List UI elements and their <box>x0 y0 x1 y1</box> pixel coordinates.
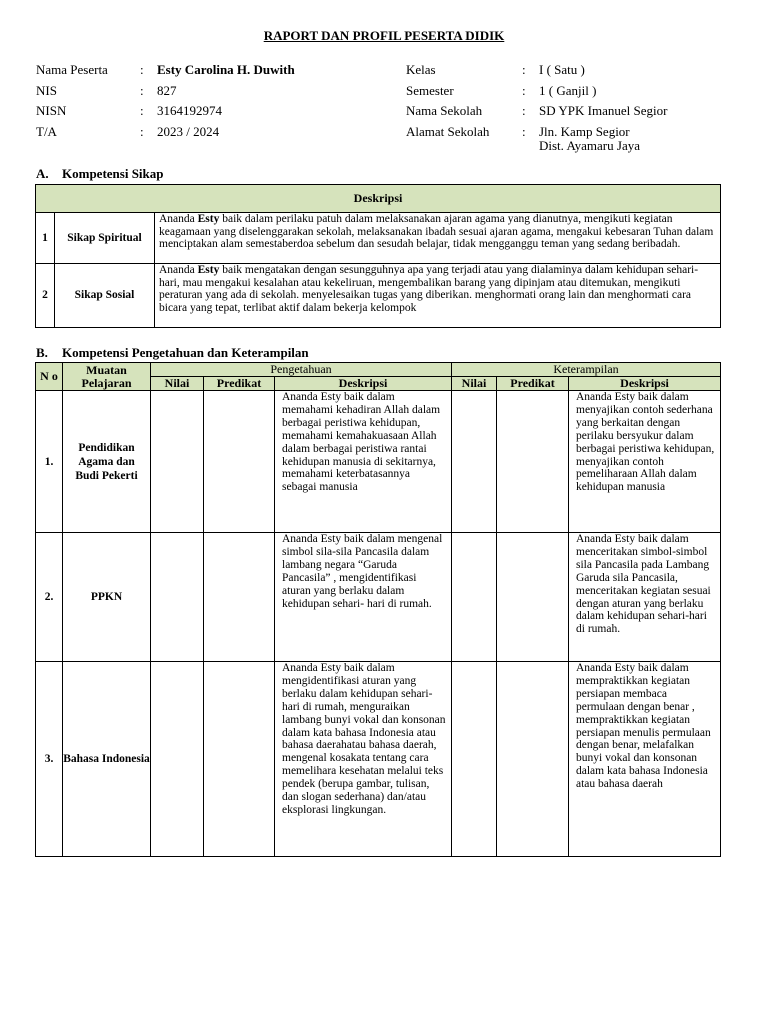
section-title-text: Kompetensi Pengetahuan dan Keterampilan <box>62 345 309 360</box>
header-predikat: Predikat <box>497 377 569 391</box>
k-predikat <box>497 533 569 662</box>
p-description: Ananda Esty baik dalam mengenal simbol sila-sila Pancasila dalam lambang negara “Garuda Pancasila” , mengidentifikasi aturan yang berlaku dalam kehidupan sehari- hari di rumah. <box>275 533 452 662</box>
subject-name: Bahasa Indonesia <box>63 662 151 857</box>
info-colon: : <box>522 103 526 118</box>
header-deskripsi: Deskripsi <box>569 377 721 391</box>
row-number: 3. <box>36 662 63 857</box>
info-colon: : <box>140 82 144 98</box>
p-predikat <box>204 662 275 857</box>
p-predikat <box>204 533 275 662</box>
sikap-name: Sikap Spiritual <box>55 213 155 264</box>
section-letter: A. <box>36 166 49 181</box>
k-description: Ananda Esty baik dalam menceritakan simbol-simbol sila Pancasila pada Lambang Garuda sila Pancasila, menceritakan kegiatan sesuai dengan aturan yang berlaku dalam kehidupan sehari-hari di rumah. <box>569 533 721 662</box>
p-predikat <box>204 391 275 533</box>
table-row <box>36 533 721 662</box>
k-nilai <box>452 662 497 857</box>
info-colon: : <box>522 62 526 77</box>
sikap-table <box>35 184 721 328</box>
info-row-semester <box>406 81 667 102</box>
info-value: Esty Carolina H. Duwith <box>157 62 295 77</box>
address-line-2: Dist. Ayamaru Jaya <box>539 137 640 153</box>
info-colon: : <box>140 103 144 118</box>
address-line-1: Jln. Kamp Segior <box>539 123 630 139</box>
info-value: 3164192974 <box>157 103 222 118</box>
info-row-kelas <box>406 60 667 81</box>
info-label: NISN <box>36 103 67 118</box>
p-nilai <box>151 391 204 533</box>
info-label: Alamat Sekolah <box>406 123 490 139</box>
info-value <box>539 122 640 153</box>
info-label: T/A <box>36 123 57 139</box>
info-value: 1 ( Ganjil ) <box>539 82 597 98</box>
info-value: 2023 / 2024 <box>157 123 220 139</box>
p-description: Ananda Esty baik dalam mengidentifikasi aturan yang berlaku dalam kehidupan sehari- hari di rumah, menguraikan lambang bunyi vokal dan konsonan dalam kata bahasa Indonesia atau bahasa daerahatau bahasa daerah, mengenal kosakata tentang cara memelihara kesehatan melalui teks pendek (berupa gambar, tulisan, dan slogan sederhana) dan/atau eksplorasi lingkungan. <box>275 662 452 857</box>
info-label: Nama Peserta <box>36 62 108 77</box>
section-letter: B. <box>36 345 48 360</box>
k-nilai <box>452 533 497 662</box>
sikap-name: Sikap Sosial <box>55 264 155 328</box>
info-colon: : <box>140 62 144 77</box>
header-keterampilan: Keterampilan <box>452 363 721 377</box>
header-row-1 <box>36 363 721 377</box>
info-row-sekolah <box>406 101 667 122</box>
subject-name: PPKN <box>63 533 151 662</box>
student-info-right <box>406 60 667 153</box>
pengetahuan-table <box>35 362 721 857</box>
sikap-description: Ananda Esty baik dalam perilaku patuh dalam melaksanakan ajaran agama yang dianutnya, mengikuti kegiatan keagamaan yang diselenggarakan sekolah, melaksanakan ibadah sesuai ajaran agama, mengakui kebesaran Tuhan dalam menciptakan alam semestaberdoa sebelum dan sesudah belajar, tidak mengganggu teman yang sedang beribadah. <box>155 213 721 264</box>
k-nilai <box>452 391 497 533</box>
header-nilai: Nilai <box>452 377 497 391</box>
k-description: Ananda Esty baik dalam mempraktikkan kegiatan persiapan membaca permulaan dengan benar , mempraktikkan kegiatan persiapan menulis permulaan dengan benar, melafalkan bunyi vokal dan konsonan dalam kata bahasa Indonesia atau bahasa daerah <box>569 662 721 857</box>
subject-name: Pendidikan Agama dan Budi Pekerti <box>63 391 151 533</box>
table-row <box>36 391 721 533</box>
section-title-text: Kompetensi Sikap <box>62 166 164 181</box>
sikap-header-row <box>36 185 721 213</box>
info-row-nisn <box>36 101 295 122</box>
table-row <box>36 213 721 264</box>
row-number: 1 <box>36 213 55 264</box>
header-deskripsi: Deskripsi <box>275 377 452 391</box>
info-colon: : <box>140 123 144 139</box>
info-row-nis <box>36 81 295 102</box>
info-row-ta <box>36 122 295 143</box>
info-value: 827 <box>157 82 177 98</box>
k-predikat <box>497 391 569 533</box>
page-title: RAPORT DAN PROFIL PESERTA DIDIK <box>263 28 505 43</box>
p-nilai <box>151 533 204 662</box>
k-description: Ananda Esty baik dalam menyajikan contoh sederhana yang berkaitan dengan perilaku bersyukur dalam berbagai peristiwa kehidupan, menyajikan contoh pemeliharaan Allah dalam kehidupan manusia <box>569 391 721 533</box>
row-number: 2. <box>36 533 63 662</box>
header-pengetahuan: Pengetahuan <box>151 363 452 377</box>
k-predikat <box>497 662 569 857</box>
sikap-header: Deskripsi <box>36 185 721 213</box>
info-label: Nama Sekolah <box>406 103 483 118</box>
info-value: I ( Satu ) <box>539 62 585 77</box>
table-row <box>36 264 721 328</box>
info-value: SD YPK Imanuel Segior <box>539 103 668 118</box>
student-info-left <box>36 60 295 142</box>
info-row-alamat <box>406 122 667 153</box>
section-a-title <box>36 166 164 182</box>
header-nilai: Nilai <box>151 377 204 391</box>
table-row <box>36 662 721 857</box>
info-row-nama <box>36 60 295 81</box>
p-description: Ananda Esty baik dalam memahami kehadiran Allah dalam berbagai peristiwa kehidupan, memahami kemahakuasaan Allah dalam berbagai peristiwa rantai kehidupan manusia di sekitarnya, memahami keterbatasannya sebagai manusia <box>275 391 452 533</box>
header-predikat: Predikat <box>204 377 275 391</box>
header-muatan: Muatan Pelajaran <box>63 363 151 391</box>
sikap-description: Ananda Esty baik mengatakan dengan sesungguhnya apa yang terjadi atau yang dialaminya dalam kehidupan sehari-hari, mau mengakui kesalahan atau kekeliruan, mengembalikan barang yang dipinjam atau ditemukan, mengikuti peraturan yang ada di sekolah. menyelesaikan tugas yang diberikan. menghormati orang lain dan menghormati cara bicara yang tepat, terlibat aktif dalam bekerja kelompok <box>155 264 721 328</box>
row-number: 1. <box>36 391 63 533</box>
header-no: N o <box>36 363 63 391</box>
info-colon: : <box>522 123 526 139</box>
info-label: Semester <box>406 82 454 98</box>
row-number: 2 <box>36 264 55 328</box>
info-label: Kelas <box>406 62 436 77</box>
info-label: NIS <box>36 82 57 98</box>
info-colon: : <box>522 82 526 98</box>
p-nilai <box>151 662 204 857</box>
section-b-title <box>36 345 309 361</box>
